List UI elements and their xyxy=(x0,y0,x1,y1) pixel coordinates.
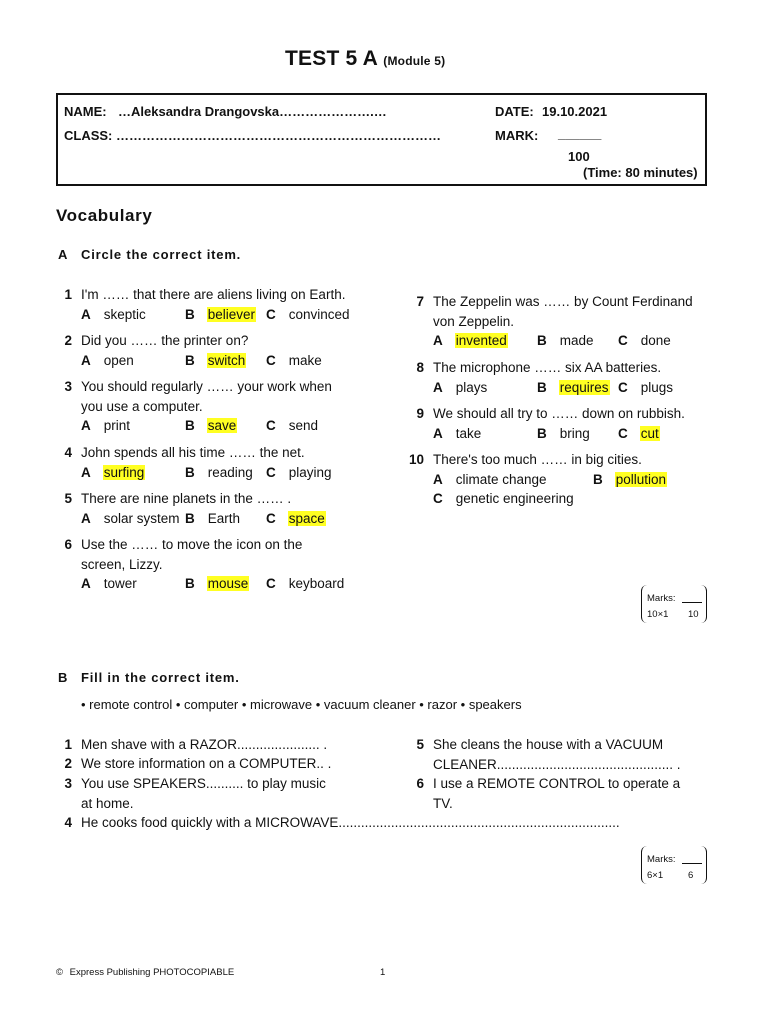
highlighted-answer: switch xyxy=(207,352,246,368)
option-b[interactable] xyxy=(185,511,241,526)
option-c[interactable] xyxy=(266,465,333,480)
option-c[interactable] xyxy=(618,380,674,395)
item-text: We store information on a COMPUTER.. . xyxy=(81,756,332,771)
mark-label: MARK: xyxy=(495,128,539,143)
item-number: 4 xyxy=(64,815,72,830)
option-text: solar system xyxy=(103,510,180,526)
option-c[interactable] xyxy=(266,353,323,368)
option-letter: A xyxy=(433,425,443,441)
option-b[interactable] xyxy=(537,380,610,395)
marks-calc: 10×1 xyxy=(647,609,669,620)
highlighted-answer: mouse xyxy=(207,576,249,591)
time-limit: (Time: 80 minutes) xyxy=(583,165,698,180)
option-text: make xyxy=(288,352,322,368)
option-text: reading xyxy=(207,464,253,480)
option-c[interactable] xyxy=(266,511,326,526)
option-letter: B xyxy=(593,471,603,487)
footer-text: Express Publishing PHOTOCOPIABLE xyxy=(69,967,235,978)
question-text: There's too much …… in big cities. xyxy=(433,452,642,467)
option-c[interactable] xyxy=(266,576,345,591)
option-text: Earth xyxy=(207,510,241,526)
marks-calc: 6×1 xyxy=(647,870,664,881)
marks-label: Marks: xyxy=(647,854,676,865)
highlighted-answer: space xyxy=(288,510,325,526)
name-value: …Aleksandra Drangovska………………….… xyxy=(118,104,387,119)
option-text: tower xyxy=(103,576,137,591)
question-number: 7 xyxy=(416,294,424,309)
option-letter: A xyxy=(433,333,443,348)
marks-total: 10 xyxy=(688,609,699,620)
option-letter: B xyxy=(537,425,547,441)
option-a[interactable] xyxy=(433,333,508,348)
question-text: Use the …… to move the icon on the xyxy=(81,537,303,552)
part-b-letter: B xyxy=(58,670,69,685)
question-number: 6 xyxy=(64,537,72,552)
question-number: 3 xyxy=(64,379,72,394)
option-a[interactable] xyxy=(81,576,138,591)
option-b[interactable] xyxy=(185,418,237,433)
question-text: The Zeppelin was …… by Count Ferdinand xyxy=(433,294,693,309)
option-letter: B xyxy=(185,352,195,368)
option-letter: A xyxy=(81,510,91,526)
option-text: send xyxy=(288,418,319,433)
option-b[interactable] xyxy=(185,465,254,480)
item-text: He cooks food quickly with a MICROWAVE........................................................................... xyxy=(81,815,620,830)
question-number: 1 xyxy=(64,287,72,302)
option-text: skeptic xyxy=(103,306,146,322)
option-letter: B xyxy=(185,510,195,526)
highlighted-answer: surfing xyxy=(103,464,145,480)
question-text: There are nine planets in the …… . xyxy=(81,491,292,506)
option-a[interactable] xyxy=(81,353,135,368)
option-letter: C xyxy=(618,379,628,395)
question-text: you use a computer. xyxy=(81,398,203,414)
word-bank: • remote control • computer • microwave • vacuum cleaner • razor • speakers xyxy=(81,697,522,712)
item-number: 6 xyxy=(416,776,424,791)
option-c[interactable] xyxy=(618,426,660,441)
option-letter: A xyxy=(433,379,443,395)
item-text: at home. xyxy=(81,795,134,811)
highlighted-answer: cut xyxy=(640,425,659,441)
option-letter: C xyxy=(266,352,276,368)
item-text: Men shave with a RAZOR...................... . xyxy=(81,737,328,752)
test-title: TEST 5 A xyxy=(285,47,378,70)
option-letter: C xyxy=(433,491,443,506)
item-text: TV. xyxy=(433,795,453,811)
option-a[interactable] xyxy=(81,511,181,526)
option-letter: C xyxy=(266,464,276,480)
option-text: playing xyxy=(288,464,332,480)
option-c[interactable] xyxy=(266,418,319,433)
option-c[interactable] xyxy=(618,333,672,348)
mark-blank: ______ xyxy=(558,126,602,141)
part-b-marks-box xyxy=(641,846,707,884)
option-b[interactable] xyxy=(185,353,246,368)
option-c[interactable] xyxy=(266,307,351,322)
item-number: 5 xyxy=(416,737,424,752)
option-text: plugs xyxy=(640,379,674,395)
question-text: von Zeppelin. xyxy=(433,313,515,329)
option-letter: A xyxy=(81,418,91,433)
option-letter: B xyxy=(537,379,547,395)
module-label: (Module 5) xyxy=(383,54,446,68)
option-a[interactable] xyxy=(433,426,482,441)
page-number: 1 xyxy=(380,967,386,978)
option-letter: C xyxy=(266,418,276,433)
option-letter: C xyxy=(266,306,276,322)
option-letter: B xyxy=(185,306,195,322)
option-letter: A xyxy=(81,352,91,368)
item-text: She cleans the house with a VACUUM xyxy=(433,737,664,752)
question-text: John spends all his time …… the net. xyxy=(81,445,305,460)
option-text: keyboard xyxy=(288,576,345,591)
option-text: open xyxy=(103,352,134,368)
option-b[interactable] xyxy=(185,307,256,322)
marks-total: 6 xyxy=(688,870,694,881)
question-text: We should all try to …… down on rubbish. xyxy=(433,406,685,421)
question-number: 2 xyxy=(64,333,72,348)
option-letter: A xyxy=(81,306,91,322)
item-number: 1 xyxy=(64,737,72,752)
option-b[interactable] xyxy=(537,333,595,348)
item-number: 2 xyxy=(64,756,72,771)
option-letter: A xyxy=(81,576,91,591)
marks-blank-line xyxy=(682,602,702,603)
footer xyxy=(56,967,234,978)
option-a[interactable] xyxy=(81,307,147,322)
option-letter: B xyxy=(185,418,195,433)
date-label: DATE: xyxy=(495,104,534,119)
marks-label: Marks: xyxy=(647,593,676,604)
name-label: NAME: xyxy=(64,104,107,119)
option-b[interactable] xyxy=(537,426,591,441)
option-a[interactable] xyxy=(433,472,548,487)
class-value: ………………………………………………………………… xyxy=(116,128,441,143)
option-a[interactable] xyxy=(81,465,145,480)
option-letter: A xyxy=(81,464,91,480)
student-info-box xyxy=(56,93,707,186)
highlighted-answer: save xyxy=(207,418,237,433)
option-text: plays xyxy=(455,379,488,395)
option-text: take xyxy=(455,425,482,441)
item-text: CLEANER............................................... . xyxy=(433,756,681,772)
question-number: 10 xyxy=(408,452,424,467)
question-text: Did you …… the printer on? xyxy=(81,333,249,348)
page-title xyxy=(285,47,445,71)
section-title: Vocabulary xyxy=(56,206,153,225)
question-text: The microphone …… six AA batteries. xyxy=(433,360,662,375)
option-letter: A xyxy=(433,471,443,487)
item-number: 3 xyxy=(64,776,72,791)
option-b[interactable] xyxy=(185,576,249,591)
option-letter: B xyxy=(185,576,195,591)
part-a-letter: A xyxy=(58,247,69,262)
question-text: I'm …… that there are aliens living on Earth. xyxy=(81,287,346,302)
option-text: convinced xyxy=(288,306,350,322)
option-letter: B xyxy=(185,464,195,480)
option-a[interactable] xyxy=(81,418,131,433)
highlighted-answer: pollution xyxy=(615,471,667,487)
highlighted-answer: invented xyxy=(455,333,507,348)
option-letter: C xyxy=(266,510,276,526)
question-number: 9 xyxy=(416,406,424,421)
option-text: bring xyxy=(559,425,590,441)
date-value: 19.10.2021 xyxy=(542,104,608,119)
option-c[interactable] xyxy=(433,491,575,506)
question-number: 5 xyxy=(64,491,72,506)
highlighted-answer: believer xyxy=(207,306,256,322)
option-text: print xyxy=(103,418,131,433)
question-number: 8 xyxy=(416,360,424,375)
copyright-icon: © xyxy=(56,967,63,978)
part-b-instruction: Fill in the correct item. xyxy=(81,670,240,685)
option-letter: C xyxy=(618,425,628,441)
option-a[interactable] xyxy=(433,380,488,395)
part-a-marks-box xyxy=(641,585,707,623)
highlighted-answer: requires xyxy=(559,379,609,395)
option-text: made xyxy=(559,333,594,348)
question-text: You should regularly …… your work when xyxy=(81,379,332,394)
part-a-instruction: Circle the correct item. xyxy=(81,247,242,262)
marks-blank-line xyxy=(682,863,702,864)
option-text: climate change xyxy=(455,471,547,487)
question-number: 4 xyxy=(64,445,72,460)
item-text: You use SPEAKERS.......... to play music xyxy=(81,776,326,791)
item-text: I use a REMOTE CONTROL to operate a xyxy=(433,776,681,791)
question-text: screen, Lizzy. xyxy=(81,556,163,572)
option-text: genetic engineering xyxy=(455,491,574,506)
option-text: done xyxy=(640,333,671,348)
option-letter: B xyxy=(537,333,547,348)
class-label: CLASS: xyxy=(64,128,113,143)
option-b[interactable] xyxy=(593,472,667,487)
mark-total: 100 xyxy=(568,149,590,164)
option-letter: C xyxy=(266,576,276,591)
option-letter: C xyxy=(618,333,628,348)
